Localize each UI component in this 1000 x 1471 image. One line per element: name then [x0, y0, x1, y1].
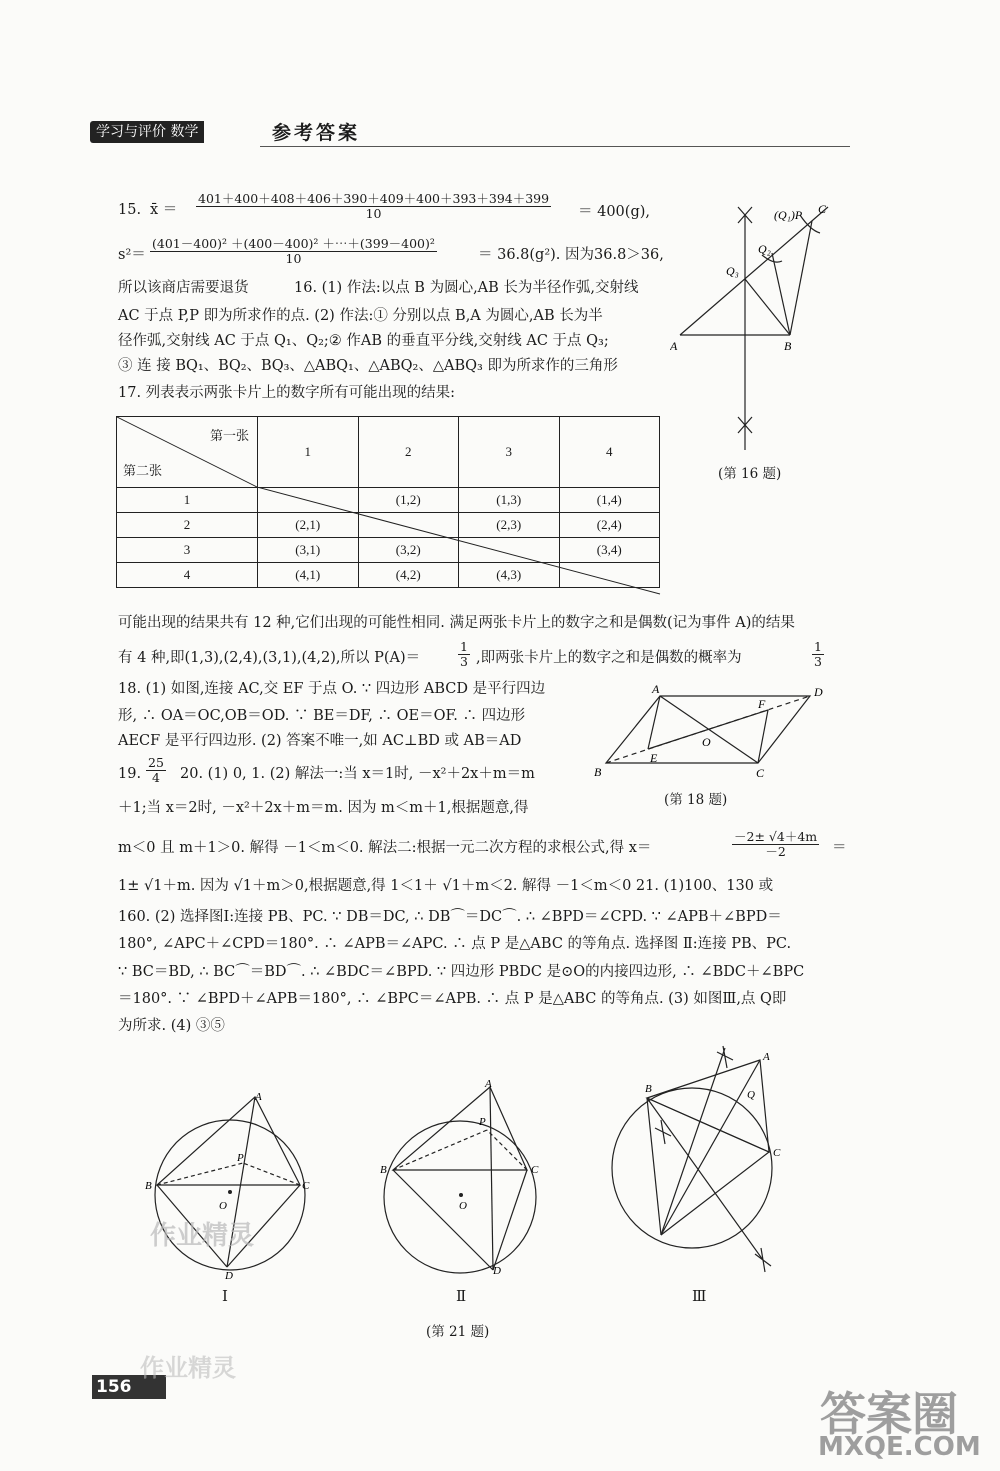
table-corner-cell	[117, 417, 258, 488]
fig21ii-circle	[384, 1121, 536, 1273]
q15-var-num: (401－400)² ＋(400－400)² ＋⋯＋(399－400)²	[152, 236, 435, 251]
q18-text-2: 形, ∴ OA＝OC,OB＝OD. ∵ BE＝DF, ∴ OE＝OF. ∴ 四边形	[118, 708, 526, 724]
corner-top-label: 第一张	[209, 428, 249, 443]
fig16-label-q2: Q₂	[758, 242, 771, 256]
table-cell: (1,4)	[559, 488, 660, 513]
table-cell: (1,3)	[459, 488, 560, 513]
q17-frac-2	[812, 640, 824, 669]
q15-xbar: x̄ ＝	[150, 202, 178, 218]
table-cell: (2,4)	[559, 513, 660, 538]
fig21iii-label-b: B	[645, 1083, 652, 1095]
q17-frac-1	[458, 640, 470, 669]
fig21ii-pb	[393, 1130, 487, 1170]
row-label: 2	[117, 513, 258, 538]
col-header: 3	[459, 417, 560, 488]
q20-root-fraction	[732, 830, 819, 859]
frac-num: 25	[148, 755, 164, 770]
watermark-c: MXQE.COM	[818, 1432, 981, 1462]
watermark-a: 作业精灵	[150, 1221, 255, 1251]
q15-var-fraction	[150, 237, 437, 266]
figure-21-ii	[375, 1075, 555, 1280]
q17-line-1: 可能出现的结果共有 12 种,它们出现的可能性相同. 满足两张卡片上的数字之和是偶数(记为事件 A)的结果	[118, 615, 795, 631]
figure-18	[588, 680, 848, 780]
fig21-label-ii: Ⅱ	[456, 1287, 467, 1305]
table-cell: (4,1)	[258, 563, 359, 588]
fig21iii-segment-bd	[647, 1098, 661, 1235]
frac-den: 3	[460, 654, 468, 669]
table-cell: (3,1)	[258, 538, 359, 563]
fig21iii-label-c: C	[773, 1147, 781, 1159]
col-header: 4	[559, 417, 660, 488]
fig16-label-c: C	[818, 202, 827, 216]
q15-s2: s²＝	[118, 247, 146, 263]
fig21ii-center	[459, 1193, 463, 1197]
fig18-label-b: B	[594, 765, 602, 779]
q21-line-5: 为所求. (4) ③⑤	[118, 1018, 225, 1034]
table-cell: (3,4)	[559, 538, 660, 563]
frac-den: 4	[151, 770, 160, 785]
fig16-label-p: (Q₁)P	[774, 208, 803, 222]
q21-line-3: ∵ BC＝BD, ∴ BC⌒＝BD⌒. ∴ ∠BDC＝∠BPD. ∵ 四边形 PBDC 是⊙O的内接四边形, ∴ ∠BDC＋∠BPC	[118, 964, 805, 980]
q15-mean-den: 10	[365, 206, 382, 221]
fig18-label-o: O	[702, 735, 711, 749]
fig21i-label-o: O	[219, 1200, 227, 1212]
table-cell: (4,2)	[358, 563, 459, 588]
fig21i-pc	[243, 1163, 300, 1185]
table-header-row	[117, 417, 660, 488]
fig18-label-f: F	[758, 697, 766, 711]
fig21ii-label-b: B	[380, 1164, 387, 1176]
q18-text-3: AECF 是平行四边形. (2) 答案不唯一,如 AC⊥BD 或 AB＝AD	[118, 733, 522, 749]
col-header: 2	[358, 417, 459, 488]
q16-text-1: 16. (1) 作法:以点 B 为圆心,AB 长为半径作弧,交射线	[294, 280, 639, 296]
fig21i-label-b: B	[145, 1180, 152, 1192]
table-cell: (4,3)	[459, 563, 560, 588]
q16-text-2: AC 于点 P,P 即为所求作的点. (2) 作法:① 分别以点 B,A 为圆心,AB 长为半	[118, 308, 603, 324]
page-title: 参考答案	[272, 122, 361, 144]
watermark-a2: 作业精灵	[140, 1354, 236, 1382]
fig21ii-pc	[487, 1130, 527, 1170]
q15-var-result: ＝ 36.8(g²). 因为36.8＞36,	[478, 247, 664, 263]
fig21ii-label-o: O	[459, 1200, 467, 1212]
fig16-segment-bq2	[772, 253, 790, 335]
fig21iii-line-b	[647, 1098, 763, 1260]
q15-conclusion: 所以该商店需要退货	[118, 280, 249, 296]
q21-line-4: ＝180°. ∵ ∠BPD＋∠APB＝180°, ∴ ∠BPC＝∠APB. ∴ 点 P 是△ABC 的等角点. (3) 如图Ⅲ,点 Q即	[118, 991, 787, 1007]
fig16-ray-ac	[680, 207, 828, 335]
fig21i-label-d: D	[225, 1270, 233, 1280]
q19-answer	[146, 756, 166, 785]
fig21-caption: (第 21 题)	[426, 1324, 490, 1340]
table-cell: (3,2)	[358, 538, 459, 563]
row-label: 4	[117, 563, 258, 588]
q18-text-1: 18. (1) 如图,连接 AC,交 EF 于点 O. ∵ 四边形 ABCD 是平行四边	[118, 681, 546, 697]
watermark-b: 答案圈	[820, 1387, 958, 1441]
frac-den: 3	[814, 654, 822, 669]
fig21i-label-a: A	[255, 1091, 262, 1103]
page-number: 156	[92, 1375, 166, 1399]
fig16-label-b: B	[784, 339, 792, 353]
frac-num: －2± √4＋4m	[734, 829, 818, 844]
fig16-caption: (第 16 题)	[718, 466, 782, 482]
q20-text-1: 20. (1) 0, 1. (2) 解法一:当 x＝1时, －x²＋2x＋m＝m	[180, 766, 535, 782]
table-diagonal	[257, 487, 661, 595]
fig21ii-label-d: D	[493, 1265, 501, 1277]
fig21i-label-p: P	[237, 1152, 244, 1164]
q15-mean-num: 401＋400＋408＋406＋390＋409＋400＋393＋394＋399	[198, 191, 550, 206]
table-cell: (2,1)	[258, 513, 359, 538]
fig21ii-label-p: P	[479, 1116, 486, 1128]
fig21i-label-c: C	[302, 1180, 310, 1192]
fig21ii-ad	[490, 1087, 493, 1270]
q19-label: 19.	[118, 766, 142, 782]
row-label: 1	[117, 488, 258, 513]
q20-text-4: 1± √1＋m. 因为 √1＋m＞0,根据题意,得 1＜1＋ √1＋m＜2. 解得 －1＜m＜0 21. (1)100、130 或	[118, 878, 774, 894]
q20-text-2: ＋1;当 x＝2时, －x²＋2x＋m＝m. 因为 m＜m＋1,根据题意,得	[118, 800, 529, 816]
frac-num: 1	[814, 639, 822, 654]
table-cell: (2,3)	[459, 513, 560, 538]
q21-line-2: 180°, ∠APC＋∠CPD＝180°. ∴ ∠APB＝∠APC. ∴ 点 P 是△ABC 的等角点. 选择图 Ⅱ:连接 PB、PC.	[118, 936, 792, 952]
fig21iii-line-top	[661, 1048, 725, 1235]
figure-21-iii	[605, 1040, 805, 1280]
fig18-label-a: A	[652, 682, 660, 696]
fig16-segment-bp	[790, 221, 812, 335]
fig18-segment-fc	[758, 710, 768, 763]
row-label: 3	[117, 538, 258, 563]
fig18-label-e: E	[650, 751, 658, 765]
fig21iii-arc-mark-left	[655, 1120, 671, 1144]
q20-text-3a: m＜0 且 m＋1＞0. 解得 －1＜m＜0. 解法二:根据一元二次方程的求根公式,得 x＝	[118, 840, 652, 856]
q17-intro: 17. 列表表示两张卡片上的数字所有可能出现的结果:	[118, 385, 456, 401]
fig18-label-d: D	[814, 685, 823, 699]
q17-line-2a: 有 4 种,即(1,3),(2,4),(3,1),(4,2),所以 P(A)＝	[118, 650, 421, 666]
table-cell: (1,2)	[358, 488, 459, 513]
fig21iii-label-a: A	[763, 1051, 770, 1063]
series-label: 学习与评价 数学	[90, 121, 204, 143]
fig21iii-segment-ad	[661, 1060, 760, 1235]
corner-bottom-label: 第二张	[123, 463, 163, 478]
fig21ii-bd	[393, 1170, 493, 1270]
fig21-label-i: Ⅰ	[222, 1287, 228, 1305]
fig21-label-iii: Ⅲ	[692, 1287, 707, 1305]
col-header: 1	[258, 417, 359, 488]
frac-num: 1	[460, 639, 468, 654]
q15-mean-result: ＝ 400(g),	[578, 204, 650, 220]
q15-mean-fraction	[196, 192, 551, 221]
q16-text-4: ③ 连 接 BQ₁、BQ₂、BQ₃、△ABQ₁、△ABQ₂、△ABQ₃ 即为所求作的三角形	[118, 358, 618, 374]
fig16-label-a: A	[670, 339, 678, 353]
q20-text-3b: ＝	[832, 840, 847, 856]
q17-line-2b: ,即两张卡片上的数字之和是偶数的概率为	[476, 650, 742, 666]
fig21ii-triangle-abc	[393, 1087, 527, 1170]
header-rule	[260, 146, 850, 147]
figure-16	[670, 195, 870, 465]
fig18-label-c: C	[756, 766, 765, 780]
fig18-caption: (第 18 题)	[664, 792, 728, 808]
fig21i-center	[228, 1190, 232, 1194]
q16-text-3: 径作弧,交射线 AC 于点 Q₁、Q₂;② 作AB 的垂直平分线,交射线 AC 于点 Q₃;	[118, 333, 609, 349]
frac-den: －2	[765, 844, 786, 859]
q15-label: 15.	[118, 202, 142, 218]
fig16-label-q3: Q₃	[726, 264, 739, 278]
fig21ii-label-a: A	[485, 1078, 492, 1090]
q15-var-den: 10	[285, 251, 302, 266]
fig21ii-label-c: C	[531, 1164, 539, 1176]
fig21iii-label-q: Q	[747, 1089, 755, 1101]
q21-line-1: 160. (2) 选择图Ⅰ:连接 PB、PC. ∵ DB＝DC, ∴ DB⌒＝DC⌒. ∴ ∠BPD＝∠CPD. ∵ ∠APB＋∠BPD＝	[118, 909, 782, 925]
